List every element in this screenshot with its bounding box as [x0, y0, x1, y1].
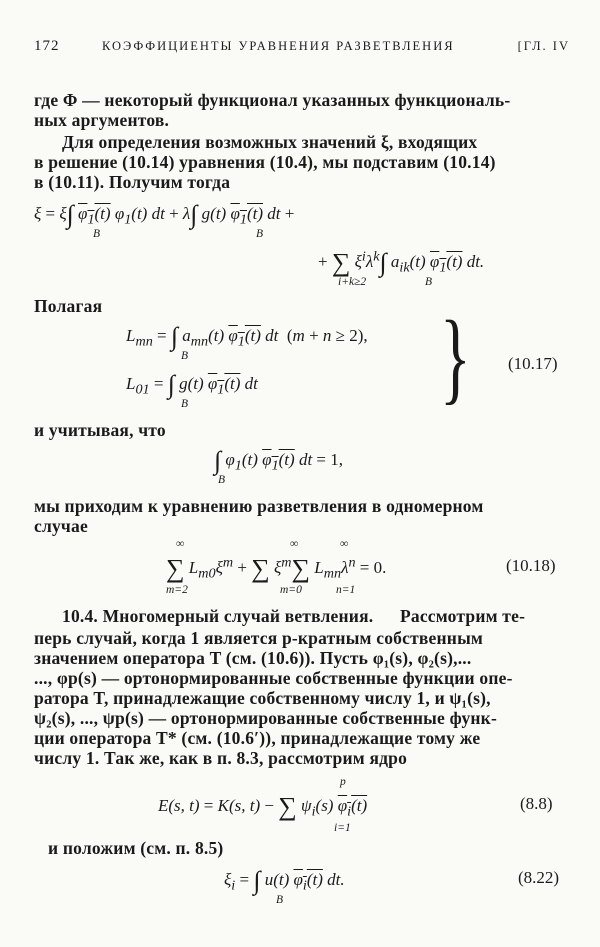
running-title: КОЭФФИЦИЕНТЫ УРАВНЕНИЯ РАЗВЕТВЛЕНИЯ [102, 39, 455, 53]
paragraph-line: Рассмотрим те- [400, 606, 526, 626]
equation-number: (10.17) [508, 354, 558, 373]
section-heading: 10.4. Многомерный случай ветвления. [62, 606, 374, 626]
paragraph-line: в (10.11). Получим тогда [34, 172, 231, 192]
sum-upper-limit: p [340, 776, 346, 788]
paragraph-line: ции оператора T* (см. (10.6′)), принадлежащие тому же [34, 728, 481, 748]
equation-1-line-1: ξ = ξ∫ $\varphi_1(t)$ $\varphi_1(t)$ dt + λ∫ g(t) $\varphi_1(t)$ dt + [34, 200, 295, 229]
equation-8-8: E(s, t) = K(s, t) − ∑ $\psi_i(s)$ $\varphi_i(t)$ [158, 792, 368, 821]
equation-Lmn: $L_{mn}$ = ∫ $a_{mn}(t)$ $\varphi_1(t)$ dt (m + n ≥ 2), [126, 322, 368, 351]
paragraph-line: и учитывая, что [34, 420, 166, 440]
paragraph-line: где Φ — некоторый функционал указанных функциональ- [34, 90, 511, 110]
equation-8-22: $\xi_i$ = ∫ u(t) $\varphi_i(t)$ dt. [224, 866, 345, 895]
paragraph-line: случае [34, 516, 88, 536]
sum-lower-limit: m=2 [166, 584, 188, 596]
paragraph-line: и положим (см. п. 8.5) [48, 838, 224, 858]
right-brace: } [440, 299, 471, 414]
paragraph-line: мы приходим к уравнению разветвления в одномерном [34, 496, 484, 516]
equation-normalization: ∫ $\varphi_1(t)$ $\varphi_1(t)$ dt = 1, [214, 446, 344, 475]
integral-limit-B: B [276, 894, 284, 906]
paragraph-line: ных аргументов. [34, 110, 170, 130]
integral-limit-B: B [93, 228, 101, 240]
equation-number: (8.8) [520, 794, 553, 813]
paragraph-line: ..., φp(s) — ортонормированные собственные функции опе- [34, 668, 513, 688]
paragraph-line: в решение (10.14) уравнения (10.4), мы подставим (10.14) [34, 152, 496, 172]
sum-lower-limit: i=1 [334, 822, 351, 834]
paragraph-line: значением оператора T (см. (10.6)). Пусть φ₁(s), φ₂(s),... [34, 648, 472, 668]
integral-limit-B: B [256, 228, 264, 240]
chapter-label: [ГЛ. IV [517, 39, 570, 53]
sum-lower-limit: n=1 [336, 584, 356, 596]
paragraph-line: числу 1. Так же, как в п. 8.3, рассмотрим ядро [34, 748, 408, 768]
paragraph-line: Полагая [34, 296, 103, 316]
integral-limit-B: B [218, 474, 226, 486]
integral-limit-B: B [425, 276, 433, 288]
integral-limit-B: B [181, 398, 189, 410]
equation-10-18: ∑ $L_{m0}\xi^m$ + ∑ $\xi^m\sum$ $L_{mn}\lambda^n = 0$. [166, 554, 387, 583]
sum-upper-limit: ∞ [340, 538, 349, 550]
paragraph-line: ψ₂(s), ..., ψp(s) — ортонормированные собственные функ- [34, 708, 497, 728]
sum-lower-limit: m=0 [280, 584, 302, 596]
equation-number: (8.22) [518, 868, 560, 887]
paragraph-line: перь случай, когда 1 является p-кратным собственным [34, 628, 484, 648]
sum-upper-limit: ∞ [176, 538, 185, 550]
equation-L01: $L_{01}$ = ∫ g(t) $\varphi_1(t)$ dt [126, 370, 258, 399]
page-number: 172 [34, 38, 60, 54]
sum-upper-limit: ∞ [290, 538, 299, 550]
integral-limit-B: B [181, 350, 189, 362]
sum-limit: i+k≥2 [338, 276, 367, 288]
paragraph-line: ратора T, принадлежащие собственному числу 1, и ψ₁(s), [34, 688, 491, 708]
equation-number: (10.18) [506, 556, 556, 575]
paragraph-line: Для определения возможных значений ξ, входящих [62, 132, 478, 152]
equation-1-line-2: + ∑ $\xi^i\lambda^k\int$ $a_{ik}(t)$ $\varphi_1(t)$ dt. [318, 248, 485, 277]
